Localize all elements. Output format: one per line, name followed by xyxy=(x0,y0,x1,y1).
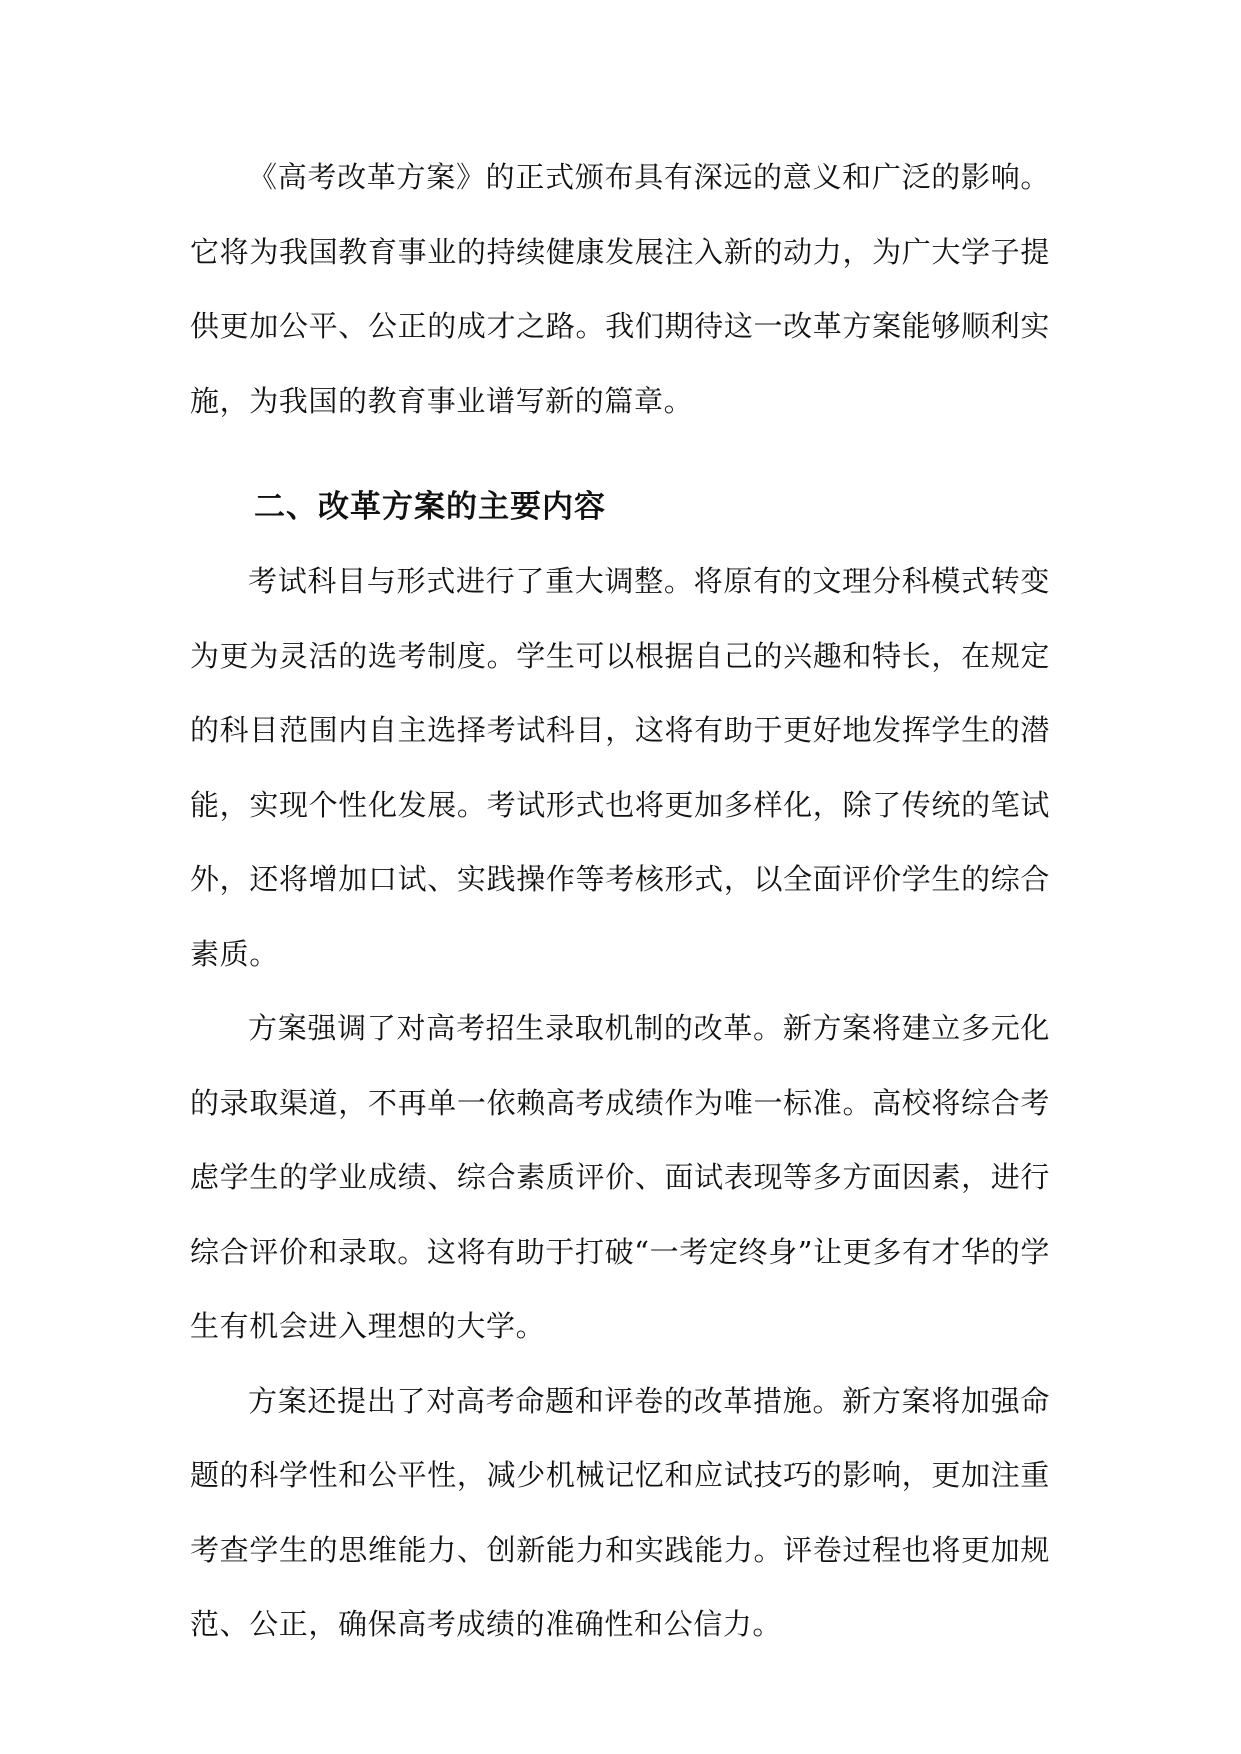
paragraph-grading-reform: 方案还提出了对高考命题和评卷的改革措施。新方案将加强命题的科学性和公平性，减少机械记忆和应试技巧的影响，更加注重考查学生的思维能力、创新能力和实践能力。评卷过程也将更加规范、公正，确保高考成绩的准确性和公信力。 xyxy=(190,1383,1050,1641)
section-heading: 二、改革方案的主要内容 xyxy=(254,489,606,525)
document-body xyxy=(190,140,1050,1662)
paragraph-significance: 《高考改革方案》的正式颁布具有深远的意义和广泛的影响。它将为我国教育事业的持续健康发展注入新的动力，为广大学子提供更加公平、公正的成才之路。我们期待这一改革方案能够顺利实施，为我国的教育事业谱写新的篇章。 xyxy=(190,160,1050,418)
paragraph-exam-subjects: 考试科目与形式进行了重大调整。将原有的文理分科模式转变为更为灵活的选考制度。学生可以根据自己的兴趣和特长，在规定的科目范围内自主选择考试科目，这将有助于更好地发挥学生的潜能，实现个性化发展。考试形式也将更加多样化，除了传统的笔试外，还将增加口试、实践操作等考核形式，以全面评价学生的综合素质。 xyxy=(190,564,1050,971)
paragraph-admission-reform: 方案强调了对高考招生录取机制的改革。新方案将建立多元化的录取渠道，不再单一依赖高考成绩作为唯一标准。高校将综合考虑学生的学业成绩、综合素质评价、面试表现等多方面因素，进行综合评价和录取。这将有助于打破“一考定终身”让更多有才华的学生有机会进入理想的大学。 xyxy=(190,1011,1050,1343)
